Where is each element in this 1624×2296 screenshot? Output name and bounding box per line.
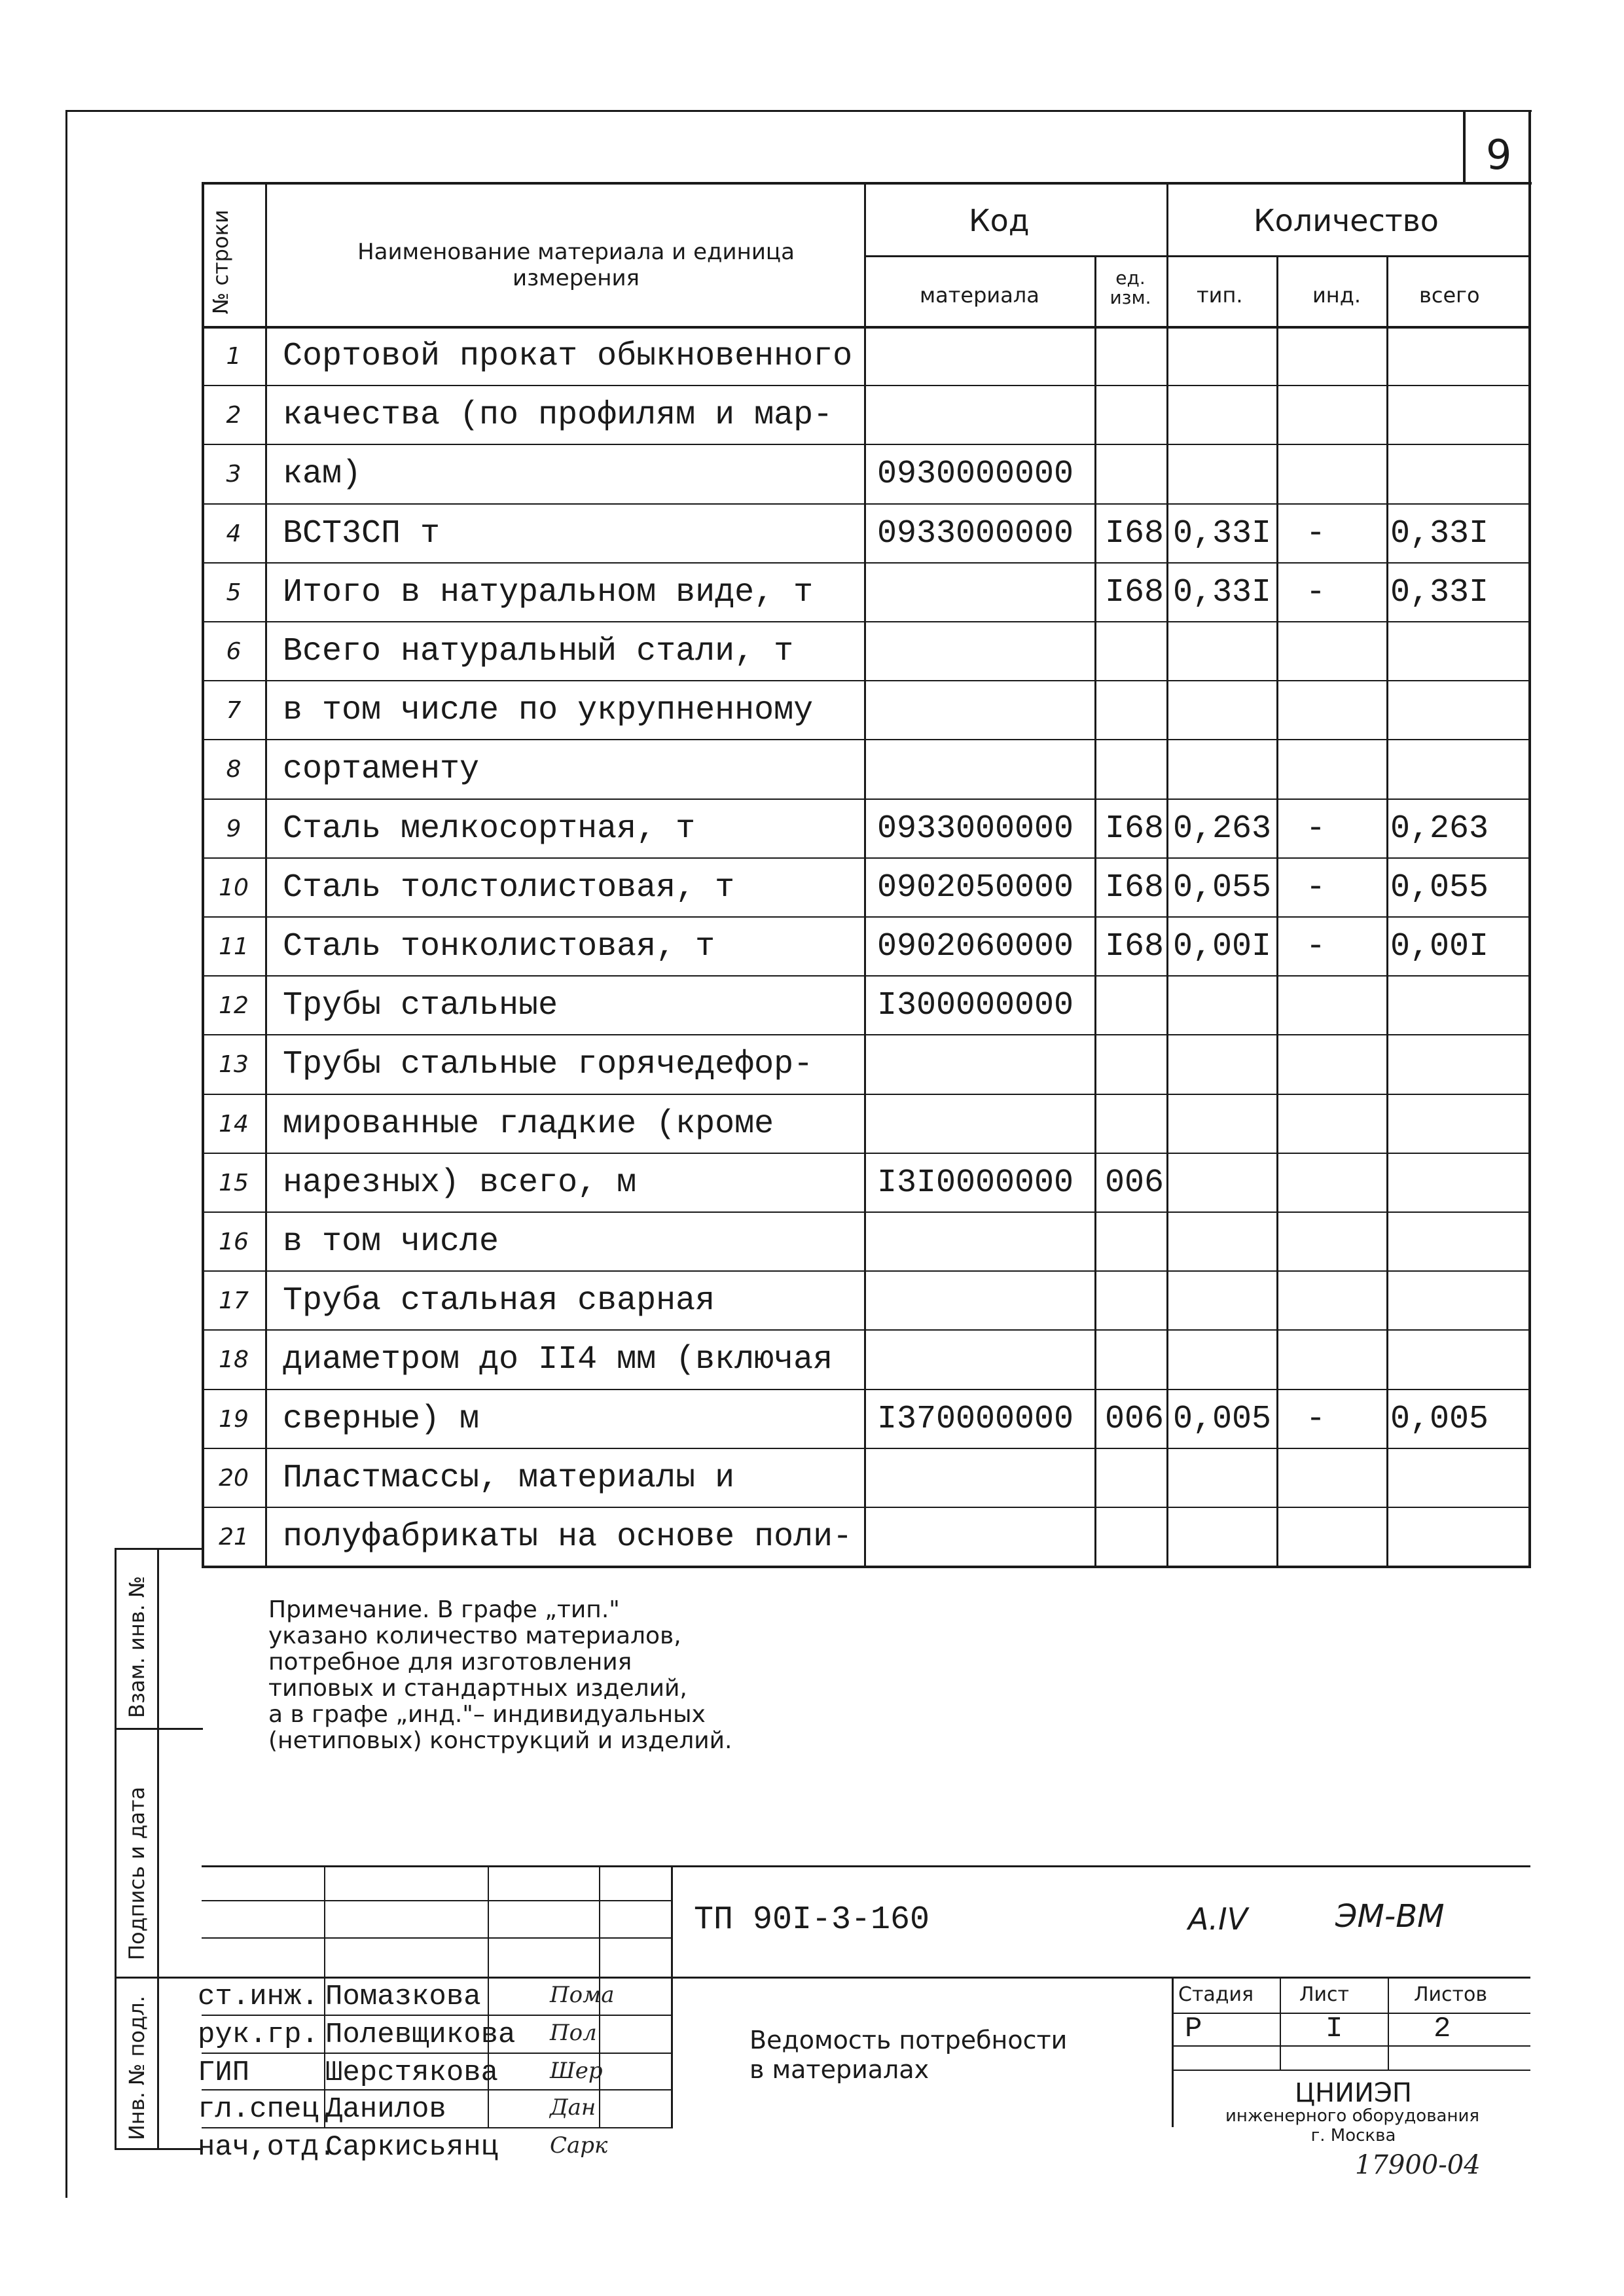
row-number: 7 <box>226 697 242 725</box>
header-row-number: № строки <box>208 209 233 314</box>
note-line: Примечание. В графе „тип." <box>268 1596 620 1623</box>
tb-vline <box>1388 1977 1389 2070</box>
table-row-border <box>202 621 1531 622</box>
row-number: 11 <box>219 933 249 960</box>
staff-role: гл.спец. <box>198 2093 336 2126</box>
header-qty-ind: инд. <box>1312 283 1362 308</box>
table-row-border <box>202 1211 1531 1213</box>
table-row-border <box>202 916 1531 918</box>
material-name: мированные гладкие (кроме <box>283 1105 774 1143</box>
qty-total: 0,33I <box>1390 514 1489 552</box>
qty-total: 0,00I <box>1390 928 1489 965</box>
material-name: Трубы стальные горячедефор- <box>283 1046 814 1084</box>
table-column-border <box>1166 182 1168 1566</box>
table-row-border <box>202 1153 1531 1154</box>
table-top-border <box>202 182 1531 185</box>
tb-line <box>202 2015 673 2016</box>
side-label-podpis: Подпись и дата <box>124 1786 149 1960</box>
row-number: 6 <box>226 638 242 665</box>
table-column-border <box>1094 255 1096 1566</box>
row-number: 20 <box>219 1464 249 1492</box>
material-name: Сталь тонколистовая, т <box>283 928 715 965</box>
header-code-material: материала <box>920 283 1039 308</box>
qty-typ: 0,263 <box>1173 810 1272 848</box>
table-row-border <box>202 385 1531 386</box>
table-row-border <box>202 1507 1531 1508</box>
material-name: Сортовой прокат обыкновенного <box>283 338 853 375</box>
org-line2: инженерного оборудования <box>1225 2106 1479 2126</box>
qty-typ: 0,005 <box>1173 1400 1272 1438</box>
header-code: Код <box>969 203 1030 238</box>
staff-role: ст.инж. <box>198 1981 319 2013</box>
staff-signature: Пома <box>550 1982 615 2008</box>
row-number: 4 <box>226 520 242 547</box>
mark: ЭМ-ВМ <box>1335 1898 1445 1935</box>
stage-value: Р <box>1185 2013 1202 2045</box>
tb-line <box>202 2089 673 2090</box>
material-name: Трубы стальные <box>283 987 558 1025</box>
material-code: 0902060000 <box>877 928 1074 965</box>
unit-code: I68 <box>1105 869 1164 906</box>
unit-code: I68 <box>1105 928 1164 965</box>
table-column-border <box>864 182 866 1566</box>
table-row-border <box>202 1448 1531 1449</box>
tb-vline <box>1280 1977 1281 2070</box>
tb-line <box>202 1937 673 1939</box>
material-name: кам) <box>283 456 362 493</box>
table-column-border <box>1528 182 1531 1566</box>
side-stamp-sep2 <box>115 1977 203 1979</box>
staff-role: рук.гр. <box>198 2018 319 2051</box>
row-number: 15 <box>219 1169 249 1196</box>
qty-typ: 0,00I <box>1173 928 1272 965</box>
row-number: 8 <box>226 756 242 783</box>
header-quantity: Количество <box>1254 203 1439 238</box>
qty-ind: - <box>1306 514 1326 552</box>
row-number: 12 <box>219 992 249 1020</box>
table-row-border <box>202 739 1531 740</box>
table-row-border <box>202 1270 1531 1272</box>
tb-line <box>202 2127 673 2128</box>
material-name: Всего натуральный стали, т <box>283 633 794 670</box>
row-number: 18 <box>219 1346 249 1374</box>
row-number: 1 <box>226 343 242 370</box>
staff-name: Полевщикова <box>325 2018 516 2051</box>
qty-typ: 0,055 <box>1173 869 1272 906</box>
sheet-label: Лист <box>1299 1983 1350 2006</box>
staff-name: Данилов <box>325 2093 446 2126</box>
row-number: 3 <box>226 461 242 488</box>
unit-code: I68 <box>1105 810 1164 848</box>
staff-signature: Пол <box>550 2020 597 2046</box>
org-line1: ЦНИИЭП <box>1295 2078 1412 2108</box>
table-column-border <box>1386 255 1388 1566</box>
table-row-border <box>202 503 1531 505</box>
unit-code: 006 <box>1105 1164 1164 1202</box>
material-name: Сталь толстолистовая, т <box>283 869 735 906</box>
sheets-label: Листов <box>1414 1983 1488 2006</box>
sheet-value: I <box>1326 2013 1343 2045</box>
qty-typ: 0,33I <box>1173 514 1272 552</box>
tb-line <box>1172 2045 1530 2047</box>
row-number: 10 <box>219 874 249 901</box>
qty-total: 0,263 <box>1390 810 1489 848</box>
row-number: 16 <box>219 1229 249 1255</box>
tb-line <box>202 2053 673 2054</box>
tb-line <box>202 1865 1530 1867</box>
note-line: указано количество материалов, <box>268 1623 681 1649</box>
side-stamp-mid <box>157 1548 159 2150</box>
row-number: 14 <box>219 1110 249 1138</box>
doc-title-line2: в материалах <box>749 2055 929 2084</box>
doc-title-line1: Ведомость потребности <box>749 2026 1068 2054</box>
page-number: 9 <box>1486 131 1512 179</box>
material-code: 0933000000 <box>877 514 1074 552</box>
unit-code: 006 <box>1105 1400 1164 1438</box>
tb-vline <box>671 1865 673 2127</box>
side-label-inv: Инв. № подл. <box>124 1996 149 2140</box>
table-row-border <box>202 562 1531 564</box>
staff-signature: Дан <box>550 2094 596 2121</box>
note-line: потребное для изготовления <box>268 1649 632 1676</box>
qty-ind: - <box>1306 928 1326 965</box>
material-name: в том числе по укрупненному <box>283 692 814 730</box>
material-code: I370000000 <box>877 1400 1074 1438</box>
material-code: I3I0000000 <box>877 1164 1074 1202</box>
stage-label: Стадия <box>1178 1983 1254 2006</box>
material-name: сортаменту <box>283 751 480 789</box>
table-row-border <box>202 1389 1531 1390</box>
note <box>268 1597 732 1754</box>
header-code-unit: ед. изм. <box>1110 267 1151 308</box>
staff-name: Шерстякова <box>325 2056 499 2089</box>
unit-code: I68 <box>1105 514 1164 552</box>
org-line3: г. Москва <box>1310 2126 1396 2145</box>
row-number: 2 <box>226 402 242 429</box>
note-line: (нетиповых) конструкций и изделий. <box>268 1727 732 1754</box>
staff-signature: Сарк <box>550 2132 608 2159</box>
row-number: 13 <box>219 1051 249 1079</box>
material-name: Итого в натуральном виде, т <box>283 573 814 611</box>
qty-typ: 0,33I <box>1173 573 1272 611</box>
table-header-bottom <box>202 326 1531 329</box>
material-code: 0930000000 <box>877 456 1074 493</box>
table-row-border <box>202 798 1531 800</box>
table-row-border <box>202 1094 1531 1095</box>
table-column-border <box>265 182 267 1566</box>
material-code: I300000000 <box>877 987 1074 1025</box>
material-name: диаметром до II4 мм (включая <box>283 1341 833 1379</box>
material-name: Пластмассы, материалы и <box>283 1459 735 1497</box>
row-number: 5 <box>226 579 242 606</box>
material-name: качества (по профилям и мар- <box>283 397 833 435</box>
side-label-vzam: Взам. инв. № <box>124 1575 149 1718</box>
row-number: 19 <box>219 1405 249 1433</box>
row-number: 17 <box>219 1287 249 1315</box>
album: А.IV <box>1188 1901 1248 1937</box>
qty-total: 0,055 <box>1390 869 1489 906</box>
qty-ind: - <box>1306 810 1326 848</box>
table-row-border <box>202 975 1531 977</box>
material-name: в том числе <box>283 1223 499 1261</box>
material-name: ВСТ3СП т <box>283 514 441 552</box>
sheets-value: 2 <box>1434 2013 1451 2045</box>
qty-total: 0,33I <box>1390 573 1489 611</box>
tb-line <box>1172 2013 1530 2014</box>
doc-code: ТП 90I-3-160 <box>694 1901 930 1939</box>
staff-name: Саркисьянц <box>325 2131 499 2164</box>
header-name-text: Наименование материала и единица измерения <box>357 239 795 291</box>
material-code: 0933000000 <box>877 810 1074 848</box>
table-header-divider <box>864 255 1531 257</box>
note-line: а в графе „инд."– индивидуальных <box>268 1701 706 1728</box>
header-name <box>327 239 825 291</box>
material-code: 0902050000 <box>877 869 1074 906</box>
staff-signature: Шер <box>550 2058 603 2084</box>
material-name: Сталь мелкосортная, т <box>283 810 696 848</box>
material-name: Труба стальная сварная <box>283 1282 715 1320</box>
material-name: нарезных) всего, м <box>283 1164 637 1202</box>
table-row-border <box>202 857 1531 859</box>
side-stamp-sep1 <box>115 1728 203 1730</box>
table-row-border <box>202 1329 1531 1331</box>
row-number: 9 <box>226 815 242 842</box>
row-number: 21 <box>219 1524 249 1551</box>
header-qty-total: всего <box>1419 283 1480 308</box>
tb-vline <box>1172 1977 1174 2127</box>
staff-role: ГИП <box>198 2056 250 2089</box>
qty-ind: - <box>1306 869 1326 906</box>
tb-line <box>1172 2070 1530 2071</box>
table-row-border <box>202 1566 1531 1568</box>
table-column-border <box>1276 255 1278 1566</box>
tb-line <box>202 1977 1530 1979</box>
note-line: типовых и стандартных изделий, <box>268 1675 687 1702</box>
unit-code: I68 <box>1105 573 1164 611</box>
table-row-border <box>202 680 1531 681</box>
inventory-number: 17900-04 <box>1355 2150 1481 2180</box>
material-name: полуфабрикаты на основе поли- <box>283 1518 853 1556</box>
side-stamp-bottom <box>115 2148 203 2150</box>
side-stamp-left <box>115 1548 117 2150</box>
table-row-border <box>202 1034 1531 1035</box>
qty-ind: - <box>1306 573 1326 611</box>
staff-role: нач,отд. <box>198 2131 336 2164</box>
table-row-border <box>202 444 1531 445</box>
staff-name: Помазкова <box>325 1981 481 2013</box>
material-name: сверные) м <box>283 1400 480 1438</box>
qty-ind: - <box>1306 1400 1326 1438</box>
header-qty-typ: тип. <box>1197 283 1243 308</box>
qty-total: 0,005 <box>1390 1400 1489 1438</box>
tb-line <box>202 1900 673 1901</box>
